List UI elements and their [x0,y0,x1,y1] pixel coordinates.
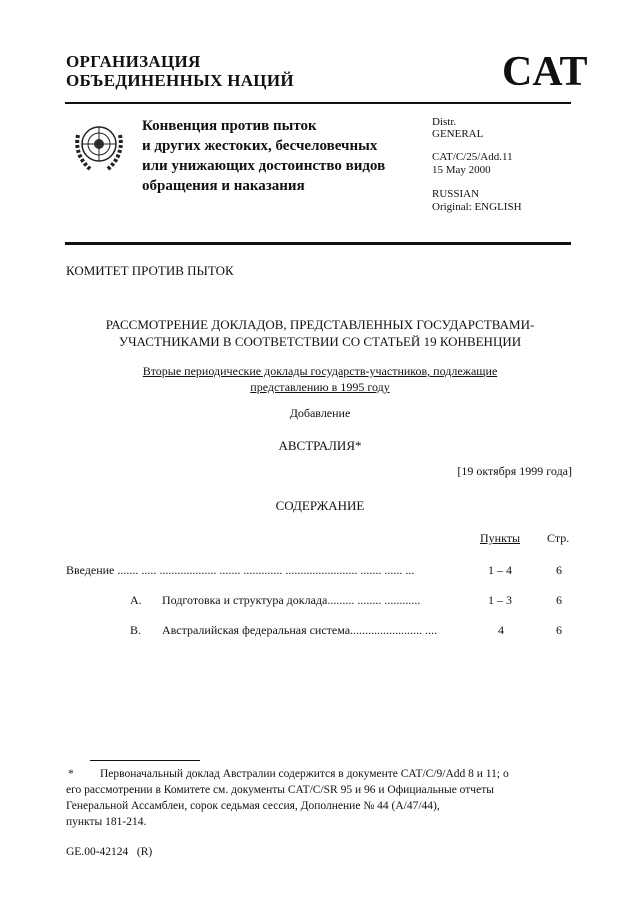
convention-title-line: и других жестоких, бесчеловечных [142,138,378,154]
heading-line: УЧАСТНИКАМИ В СООТВЕТСТВИИ СО СТАТЬЕЙ 19 КОНВЕНЦИИ [118,334,522,349]
footnote-line: Первоначальный доклад Австралии содержится в документе CAT/C/9/Add 8 и 11; о [100,768,509,780]
toc-page: 6 [556,593,562,607]
toc-num: B. [130,623,142,637]
footnote-line: Генеральной Ассамблеи, сорок седьмая сессия, Дополнение № 44 (A/47/44), [66,800,440,812]
toc-num: A. [130,593,142,607]
addendum-label: Добавление [289,406,351,420]
toc-title: Подготовка и структура доклада......... ........ ............ [162,593,421,607]
convention-title-line: Конвенция против пыток [142,118,317,134]
toc-col-page: Стр. [547,531,570,545]
distr-label: Distr. [432,116,457,128]
footnote-line: его рассмотрении в Комитете см. документы CAT/C/SR 95 и 96 и Официальные отчеты [66,784,494,796]
footnote-mark: * [68,768,74,780]
toc-page: 6 [556,563,562,577]
un-emblem-icon [68,115,130,177]
language: RUSSIAN [432,188,480,200]
job-number: GE.00-42124 (R) [66,846,153,858]
footnote-separator [90,760,200,761]
heading-line: РАССМОТРЕНИЕ ДОКЛАДОВ, ПРЕДСТАВЛЕННЫХ ГОСУДАРСТВАМИ- [105,317,535,332]
distribution: GENERAL [432,128,484,140]
top-rule [65,102,571,104]
document-symbol-large: CAT [502,49,588,95]
original-language: Original: ENGLISH [432,201,522,213]
toc-paras: 1 – 4 [488,563,512,577]
report-date: [19 октября 1999 года] [457,464,572,478]
toc-paras: 1 – 3 [488,593,512,607]
doc-symbol: CAT/C/25/Add.11 [432,151,513,163]
toc-paras: 4 [498,623,504,637]
subheading-line: Вторые периодические доклады государств-участников, подлежащие [142,364,498,378]
doc-date: 15 May 2000 [432,164,491,176]
toc-title: Австралийская федеральная система........................ .... [162,623,438,637]
toc-col-paragraphs: Пункты [480,531,521,545]
header-bottom-rule [65,242,571,245]
country-title: АВСТРАЛИЯ* [278,438,362,453]
subheading-line: представлению в 1995 году [250,380,390,394]
org-name-line2: ОБЪЕДИНЕННЫХ НАЦИЙ [66,71,294,90]
convention-title-line: обращения и наказания [142,178,305,194]
toc-title: Введение ....... ..... ................... ....... ............. ........................ ....... ...... ... [66,563,415,577]
toc-page: 6 [556,623,562,637]
committee-name: КОМИТЕТ ПРОТИВ ПЫТОК [66,263,234,278]
contents-heading: СОДЕРЖАНИЕ [275,498,365,513]
org-name-line1: ОРГАНИЗАЦИЯ [66,52,201,71]
footnote-line: пункты 181-214. [66,816,147,828]
convention-title-line: или унижающих достоинство видов [142,158,386,174]
